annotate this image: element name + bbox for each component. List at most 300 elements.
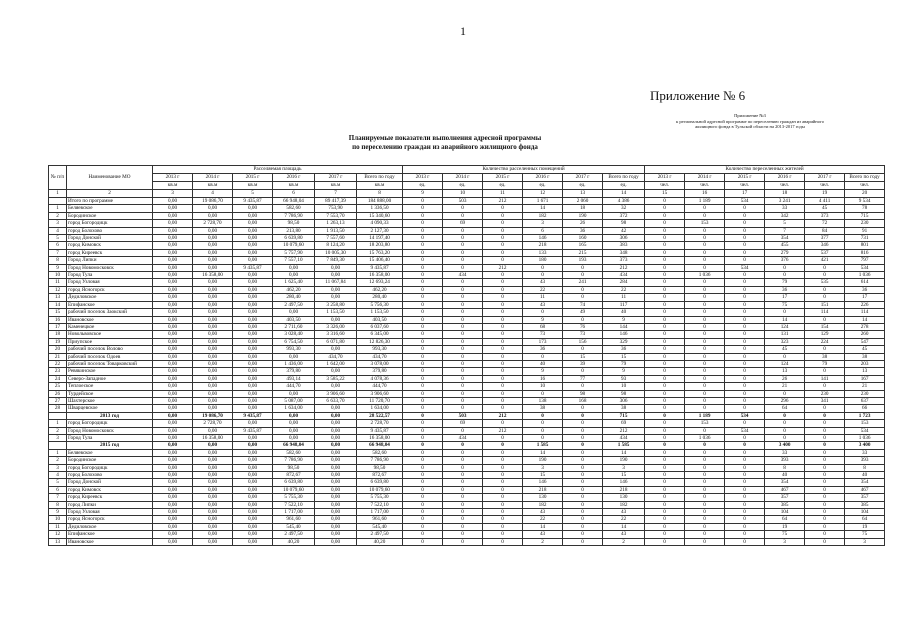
- row-value: 0,00: [153, 523, 193, 530]
- row-value: 77: [563, 375, 603, 382]
- row-value: 173: [523, 338, 563, 345]
- row-name: Город Узловая: [67, 509, 153, 516]
- row-value: 0,00: [193, 205, 233, 212]
- row-value: 0: [483, 294, 523, 301]
- row-value: 0,00: [193, 516, 233, 523]
- row-value: 11 067,84: [315, 279, 357, 286]
- row-value: 0: [443, 242, 483, 249]
- row-value: 9 534: [845, 198, 885, 205]
- row-number: 9: [49, 509, 67, 516]
- row-value: 385: [765, 501, 805, 508]
- row-value: 190: [523, 457, 563, 464]
- row-value: 0: [725, 220, 765, 227]
- row-value: 0: [563, 531, 603, 538]
- row-value: 0: [403, 257, 443, 264]
- row-value: 0: [725, 405, 765, 412]
- row-value: 0,00: [153, 220, 193, 227]
- row-value: 0: [523, 353, 563, 360]
- row-value: 0: [805, 486, 845, 493]
- row-value: 0: [725, 368, 765, 375]
- row-name: Епифанское: [67, 301, 153, 308]
- note-line: Приложение №3: [734, 113, 766, 118]
- row-value: 0: [685, 205, 725, 212]
- row-value: 0,00: [315, 523, 357, 530]
- row-value: 2 497,50: [273, 301, 315, 308]
- row-value: 28 522,57: [357, 412, 403, 419]
- row-value: 0,00: [193, 227, 233, 234]
- index-header-row: [49, 190, 885, 198]
- row-value: 0,00: [233, 249, 273, 256]
- row-value: 0: [645, 397, 685, 404]
- row-value: 0: [725, 235, 765, 242]
- row-value: 0,00: [273, 309, 315, 316]
- row-name: Епифанское: [67, 531, 153, 538]
- unit-header: ед.: [403, 182, 443, 190]
- row-value: 66: [845, 405, 885, 412]
- row-value: 4 386: [603, 198, 645, 205]
- row-value: 582,60: [273, 205, 315, 212]
- row-value: 0,00: [233, 472, 273, 479]
- row-value: 0: [483, 368, 523, 375]
- row-value: 69: [443, 420, 483, 427]
- title-line: по переселению граждан из аварийного жилищного фонда: [352, 143, 538, 151]
- row-value: 0,00: [193, 323, 233, 330]
- row-value: 0,00: [153, 442, 193, 449]
- table-row: [49, 309, 885, 316]
- row-value: 0,00: [153, 449, 193, 456]
- row-value: 8: [765, 464, 805, 471]
- row-value: 0: [805, 383, 845, 390]
- row-value: 0: [403, 509, 443, 516]
- row-value: 0: [403, 449, 443, 456]
- table-row: [49, 323, 885, 330]
- row-value: 0: [645, 301, 685, 308]
- row-value: 0: [403, 427, 443, 434]
- row-value: 0: [685, 316, 725, 323]
- row-value: 637: [845, 397, 885, 404]
- index-header: 17: [725, 190, 765, 198]
- row-value: 0,00: [153, 331, 193, 338]
- row-value: 503: [443, 412, 483, 419]
- row-value: 0: [805, 435, 845, 442]
- row-value: 0: [725, 227, 765, 234]
- row-value: 7: [765, 227, 805, 234]
- row-value: 0: [563, 264, 603, 271]
- row-value: 0: [685, 264, 725, 271]
- table-row: [49, 435, 885, 442]
- row-value: 961,60: [273, 516, 315, 523]
- row-value: 22: [603, 516, 645, 523]
- row-value: 36: [523, 346, 563, 353]
- row-value: 0: [725, 523, 765, 530]
- row-value: 0: [645, 516, 685, 523]
- row-value: 1 153,50: [357, 309, 403, 316]
- row-number: 7: [49, 494, 67, 501]
- row-name: Теплоеское: [67, 383, 153, 390]
- note-line: жилищного фонда в Тульской области на 2013-2017 годы: [695, 124, 805, 129]
- row-value: 278: [845, 323, 885, 330]
- row-value: 39: [563, 360, 603, 367]
- row-value: 0: [443, 331, 483, 338]
- row-value: 0: [483, 486, 523, 493]
- row-value: 146: [523, 479, 563, 486]
- unit-header: кв.м: [357, 182, 403, 190]
- row-value: 348: [603, 249, 645, 256]
- row-value: 0: [685, 442, 725, 449]
- row-value: 15 340,60: [357, 212, 403, 219]
- row-value: 0,00: [315, 538, 357, 545]
- row-value: 22: [523, 516, 563, 523]
- row-value: 0: [645, 331, 685, 338]
- row-value: 9 435,87: [233, 264, 273, 271]
- row-value: 0: [563, 272, 603, 279]
- row-name: город Богородицк: [67, 220, 153, 227]
- row-value: 5 755,30: [357, 494, 403, 501]
- table-row: [49, 235, 885, 242]
- row-value: 534: [845, 264, 885, 271]
- row-name: Город Новомосковск: [67, 264, 153, 271]
- row-value: 0: [403, 516, 443, 523]
- row-value: 537: [805, 249, 845, 256]
- row-value: 0,00: [153, 509, 193, 516]
- row-value: 0,00: [233, 538, 273, 545]
- row-value: 455: [765, 242, 805, 249]
- row-value: 7 786,90: [273, 212, 315, 219]
- row-value: 114: [805, 309, 845, 316]
- row-value: 0: [725, 472, 765, 479]
- row-value: 0: [403, 479, 443, 486]
- row-value: 0: [563, 449, 603, 456]
- row-value: 0,00: [153, 235, 193, 242]
- row-value: 230: [805, 390, 845, 397]
- row-value: 215: [563, 249, 603, 256]
- row-value: 212: [483, 412, 523, 419]
- row-name: город Киреевск: [67, 494, 153, 501]
- row-value: 0: [563, 435, 603, 442]
- row-value: 0: [403, 353, 443, 360]
- unit-header: кв.м: [193, 182, 233, 190]
- row-number: 13: [49, 538, 67, 545]
- row-value: 0: [443, 516, 483, 523]
- row-value: 133: [523, 249, 563, 256]
- row-name: Дедиловское: [67, 523, 153, 530]
- row-value: 0: [483, 375, 523, 382]
- row-value: 151: [805, 301, 845, 308]
- row-value: 0: [805, 464, 845, 471]
- row-value: 2 728,70: [193, 220, 233, 227]
- row-number: 7: [49, 249, 67, 256]
- row-name: Бородинское: [67, 457, 153, 464]
- row-value: 7 557,60: [315, 235, 357, 242]
- row-value: 0,00: [233, 360, 273, 367]
- table-row: [49, 286, 885, 293]
- index-header: 15: [645, 190, 685, 198]
- row-value: 0: [403, 198, 443, 205]
- row-value: 10: [603, 383, 645, 390]
- row-value: 1 723: [845, 412, 885, 419]
- row-number: 22: [49, 360, 67, 367]
- row-value: 0: [685, 227, 725, 234]
- row-value: 0: [725, 309, 765, 316]
- row-value: 0,00: [233, 220, 273, 227]
- row-value: 0,00: [233, 205, 273, 212]
- row-value: 0: [725, 301, 765, 308]
- table-row: [49, 316, 885, 323]
- row-value: 0: [443, 464, 483, 471]
- row-name: Дедиловское: [67, 294, 153, 301]
- row-value: 0: [443, 316, 483, 323]
- row-value: 0: [403, 412, 443, 419]
- row-value: 0,00: [153, 346, 193, 353]
- row-value: 3 326,00: [315, 323, 357, 330]
- row-name: Приупское: [67, 338, 153, 345]
- table-row: [49, 353, 885, 360]
- row-value: 0,00: [233, 509, 273, 516]
- row-value: 0: [443, 427, 483, 434]
- row-value: 0,00: [273, 264, 315, 271]
- row-value: 0: [443, 294, 483, 301]
- row-value: 0: [483, 220, 523, 227]
- row-value: 0: [403, 360, 443, 367]
- row-value: 114: [845, 309, 885, 316]
- row-value: 0,00: [193, 294, 233, 301]
- row-value: 0: [483, 286, 523, 293]
- row-value: 0: [685, 331, 725, 338]
- row-value: 0,00: [193, 249, 233, 256]
- unit-header-row: [49, 182, 885, 190]
- row-value: 15: [523, 472, 563, 479]
- row-value: 212: [483, 198, 523, 205]
- row-value: 0: [483, 242, 523, 249]
- row-value: 0: [725, 286, 765, 293]
- row-value: 0,00: [193, 509, 233, 516]
- row-value: 0: [685, 397, 725, 404]
- row-number: 6: [49, 486, 67, 493]
- row-number: 24: [49, 375, 67, 382]
- row-value: 226: [845, 301, 885, 308]
- row-value: 0: [563, 501, 603, 508]
- row-value: 0: [523, 420, 563, 427]
- row-value: 0,00: [233, 294, 273, 301]
- table-row: [49, 227, 885, 234]
- row-value: 0: [403, 494, 443, 501]
- row-name: Город Новомосковск: [67, 427, 153, 434]
- row-value: 0,00: [315, 383, 357, 390]
- row-value: 1 585: [603, 442, 645, 449]
- row-value: 6 037,60: [357, 323, 403, 330]
- row-number: 10: [49, 272, 67, 279]
- row-value: 0: [483, 383, 523, 390]
- row-value: 11: [523, 294, 563, 301]
- subtotal-row: [49, 412, 885, 419]
- row-value: 98: [563, 390, 603, 397]
- row-number: 13: [49, 294, 67, 301]
- row-value: 190: [603, 457, 645, 464]
- row-value: 0: [805, 405, 845, 412]
- row-number: 21: [49, 353, 67, 360]
- row-value: 0: [725, 249, 765, 256]
- row-value: 0: [403, 309, 443, 316]
- row-value: 43: [523, 509, 563, 516]
- row-value: 0,00: [315, 501, 357, 508]
- row-value: 0,00: [193, 479, 233, 486]
- row-value: 0: [483, 435, 523, 442]
- row-value: 0,00: [193, 279, 233, 286]
- unit-header: кв.м: [315, 182, 357, 190]
- row-value: 0: [563, 294, 603, 301]
- row-value: 212: [603, 427, 645, 434]
- row-value: 129: [805, 331, 845, 338]
- row-value: 212: [603, 264, 645, 271]
- row-value: 0: [725, 316, 765, 323]
- row-value: 0,00: [193, 390, 233, 397]
- row-name: Город Донской: [67, 235, 153, 242]
- row-value: 0,00: [153, 272, 193, 279]
- row-name: Город Липки: [67, 257, 153, 264]
- row-value: 0: [725, 360, 765, 367]
- row-value: 0: [725, 353, 765, 360]
- row-value: 0: [483, 346, 523, 353]
- unit-header: кв.м: [153, 182, 193, 190]
- row-value: 93: [603, 375, 645, 382]
- row-value: 0,00: [233, 523, 273, 530]
- row-name: Итого по программе: [67, 198, 153, 205]
- row-name: рабочий поселок Заокский: [67, 309, 153, 316]
- row-value: 12 826,30: [357, 338, 403, 345]
- row-number: 1: [49, 205, 67, 212]
- row-value: 1 717,00: [357, 509, 403, 516]
- row-value: 434: [443, 435, 483, 442]
- row-value: 434: [443, 272, 483, 279]
- row-value: 0,00: [233, 338, 273, 345]
- row-value: 33: [845, 449, 885, 456]
- row-value: 0: [443, 368, 483, 375]
- group-people-header: Количество переселенных жителей: [645, 166, 885, 174]
- row-value: 0: [483, 235, 523, 242]
- row-value: 0,00: [193, 368, 233, 375]
- row-value: 0,00: [233, 479, 273, 486]
- row-value: 68: [523, 323, 563, 330]
- row-value: 0,00: [233, 368, 273, 375]
- row-value: 0,00: [233, 383, 273, 390]
- row-value: 0,00: [315, 516, 357, 523]
- row-value: 0: [483, 279, 523, 286]
- row-value: 43: [523, 531, 563, 538]
- row-value: 383: [603, 242, 645, 249]
- row-value: 45: [805, 205, 845, 212]
- row-value: 0,00: [193, 301, 233, 308]
- row-value: 0: [725, 242, 765, 249]
- row-value: 0: [805, 272, 845, 279]
- row-value: 0: [403, 323, 443, 330]
- row-value: 2 060: [563, 198, 603, 205]
- row-value: 9 435,87: [357, 264, 403, 271]
- row-value: 0: [563, 479, 603, 486]
- row-value: 0: [685, 531, 725, 538]
- row-value: 0: [403, 242, 443, 249]
- index-header: 18: [765, 190, 805, 198]
- row-value: 7 553,70: [315, 212, 357, 219]
- row-value: 0,00: [193, 331, 233, 338]
- row-value: 0,00: [233, 494, 273, 501]
- row-value: 160: [563, 235, 603, 242]
- row-value: 0: [563, 383, 603, 390]
- row-value: 40: [765, 472, 805, 479]
- row-number: [49, 412, 67, 419]
- row-value: 0,00: [153, 368, 193, 375]
- row-value: 0,00: [233, 242, 273, 249]
- row-value: 0,00: [273, 420, 315, 427]
- row-value: 0: [483, 538, 523, 545]
- table-row: [49, 242, 885, 249]
- row-value: 0: [725, 346, 765, 353]
- row-value: 73: [523, 331, 563, 338]
- row-value: 40,20: [273, 538, 315, 545]
- table-row: [49, 331, 885, 338]
- row-value: 36: [603, 346, 645, 353]
- row-name: Город Тула: [67, 435, 153, 442]
- row-value: 0,00: [193, 309, 233, 316]
- row-name: Турдейское: [67, 390, 153, 397]
- row-value: 180: [523, 257, 563, 264]
- table-row: [49, 301, 885, 308]
- row-value: 801: [845, 242, 885, 249]
- row-value: 0: [645, 286, 685, 293]
- row-value: 230: [845, 220, 885, 227]
- row-value: 0: [805, 457, 845, 464]
- row-value: 0: [443, 346, 483, 353]
- indicators-table: [48, 165, 885, 546]
- row-value: 32: [603, 205, 645, 212]
- row-value: 0,00: [153, 375, 193, 382]
- row-value: 153: [685, 220, 725, 227]
- unit-header: ед.: [563, 182, 603, 190]
- row-value: 0: [725, 509, 765, 516]
- row-value: 0,00: [273, 412, 315, 419]
- table-row: [49, 449, 885, 456]
- row-value: 0: [443, 360, 483, 367]
- row-value: 0,00: [153, 249, 193, 256]
- row-number: 5: [49, 479, 67, 486]
- row-value: 0: [645, 383, 685, 390]
- row-value: 0: [483, 323, 523, 330]
- row-value: 434,70: [315, 353, 357, 360]
- row-value: 0: [645, 294, 685, 301]
- row-value: 582,60: [273, 449, 315, 456]
- unit-header: чел.: [685, 182, 725, 190]
- table-row: [49, 264, 885, 271]
- index-header: 2: [67, 190, 153, 198]
- row-value: 0,00: [193, 316, 233, 323]
- year-header: 2017 г: [805, 174, 845, 182]
- row-name: Ивановское: [67, 316, 153, 323]
- row-value: 0: [483, 309, 523, 316]
- row-value: 0,00: [153, 264, 193, 271]
- row-value: 0,00: [315, 405, 357, 412]
- row-value: 0: [805, 479, 845, 486]
- row-value: 0: [725, 331, 765, 338]
- row-value: 547: [845, 338, 885, 345]
- row-value: 534: [725, 427, 765, 434]
- row-value: 0: [483, 212, 523, 219]
- total-header: Всего по году: [357, 174, 403, 182]
- row-value: 0: [645, 205, 685, 212]
- row-number: 3: [49, 464, 67, 471]
- row-number: 11: [49, 523, 67, 530]
- row-value: 3: [603, 464, 645, 471]
- row-value: 0: [685, 472, 725, 479]
- row-value: 0: [765, 264, 805, 271]
